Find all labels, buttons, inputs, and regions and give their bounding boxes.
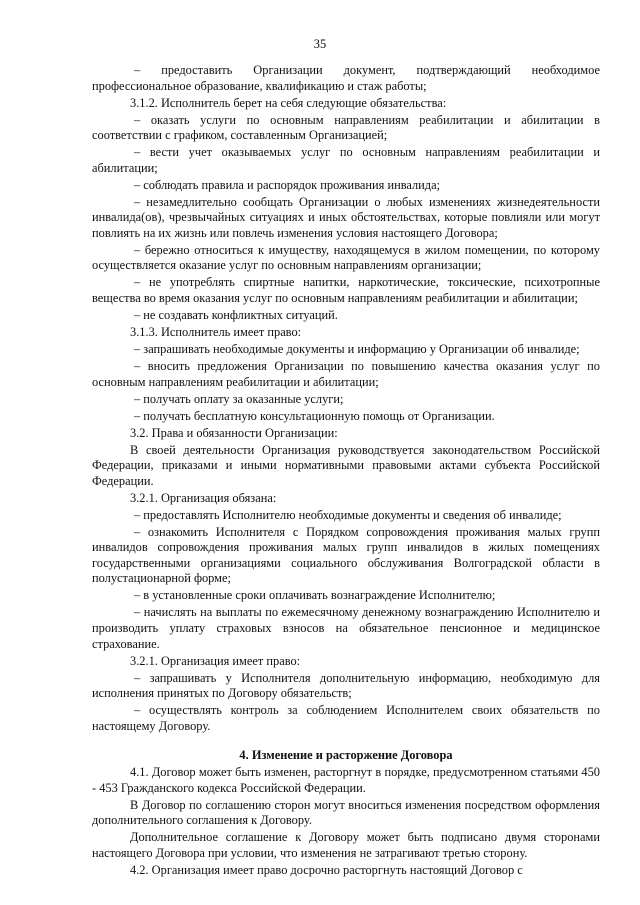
paragraph: – запрашивать у Исполнителя дополнительную информацию, необходимую для исполнения принятых по Договору обязательств; xyxy=(92,670,600,701)
paragraph: – начислять на выплаты по ежемесячному денежному вознаграждению Исполнителю и производить уплату страховых взносов на обязательное пенсионное и медицинское страхование. xyxy=(92,605,600,651)
paragraph: – запрашивать необходимые документы и информацию у Организации об инвалиде; xyxy=(134,342,580,356)
paragraph: – бережно относиться к имуществу, находящемуся в жилом помещении, по которому осуществляется оказание услуг по основным направлениям организации; xyxy=(92,242,600,273)
paragraph: – получать бесплатную консультационную помощь от Организации. xyxy=(134,408,495,423)
paragraph: – соблюдать правила и распорядок проживания инвалида; xyxy=(134,177,441,192)
paragraph: 4.2. Организация имеет право досрочно расторгнуть настоящий Договор с xyxy=(130,862,523,877)
paragraph: – не создавать конфликтных ситуаций. xyxy=(134,308,338,323)
paragraph: – в установленные сроки оплачивать вознаграждение Исполнителю; xyxy=(134,588,496,603)
paragraph: Дополнительное соглашение к Договору может быть подписано двумя сторонами настоящего Договора при условии, что изменения не затрагивают третью сторону. xyxy=(92,830,600,860)
paragraph: В Договор по соглашению сторон могут вноситься изменения посредством оформления дополнительного соглашения к Договору. xyxy=(92,797,600,828)
paragraph: 3.2.1. Организация имеет право: xyxy=(130,653,301,668)
paragraph: – оказать услуги по основным направлениям реабилитации и абилитации в соответствии с графиком, составленным Организацией; xyxy=(92,112,600,143)
paragraph: – незамедлительно сообщать Организации о любых изменениях жизнедеятельности инвалида(ов), чрезвычайных ситуациях и иных обстоятельствах, которые повлияли или могут повлиять на их жизнь или повлечь изменения условия настоящего Договора; xyxy=(92,194,600,240)
paragraph: – вносить предложения Организации по повышению качества оказания услуг по основным направлениям реабилитации и абилитации; xyxy=(92,358,600,389)
paragraph: 3.2.1. Организация обязана: xyxy=(130,490,277,505)
paragraph: – ознакомить Исполнителя с Порядком сопровождения проживания малых групп инвалидов сопровождения проживания малых групп инвалидов в жилых помещениях государственными организациями социального обслуживания Волгоградской области в полустационарной форме; xyxy=(92,524,600,586)
paragraph: – не употреблять спиртные напитки, наркотические, токсические, психотропные вещества во время оказания услуг по основным направлениям реабилитации и абилитации; xyxy=(92,275,600,306)
paragraph: 3.2. Права и обязанности Организации: xyxy=(130,425,338,440)
paragraph: 3.1.3. Исполнитель имеет право: xyxy=(130,325,302,340)
paragraph: 3.1.2. Исполнитель берет на себя следующие обязательства: xyxy=(130,95,447,110)
paragraph: – предоставлять Исполнителю необходимые документы и сведения об инвалиде; xyxy=(134,507,562,522)
paragraph: В своей деятельности Организация руководствуется законодательством Российской Федерации, приказами и иными нормативными правовыми актами субъекта Российской Федерации. xyxy=(92,442,600,488)
section-heading: 4. Изменение и расторжение Договора xyxy=(239,748,453,763)
paragraph: 4.1. Договор может быть изменен, расторгнут в порядке, предусмотренном статьями 450 - 453 Гражданского кодекса Российской Федерации. xyxy=(92,764,600,795)
page-number: 35 xyxy=(313,37,327,51)
document-body xyxy=(92,63,600,880)
paragraph: – получать оплату за оказанные услуги; xyxy=(134,391,344,406)
paragraph: – предоставить Организации документ, подтверждающий необходимое профессиональное образование, квалификацию и стаж работы; xyxy=(92,63,600,93)
paragraph: – осуществлять контроль за соблюдением Исполнителем своих обязательств по настоящему Договору. xyxy=(92,703,600,733)
paragraph: – вести учет оказываемых услуг по основным направлениям реабилитации и абилитации; xyxy=(92,145,600,175)
